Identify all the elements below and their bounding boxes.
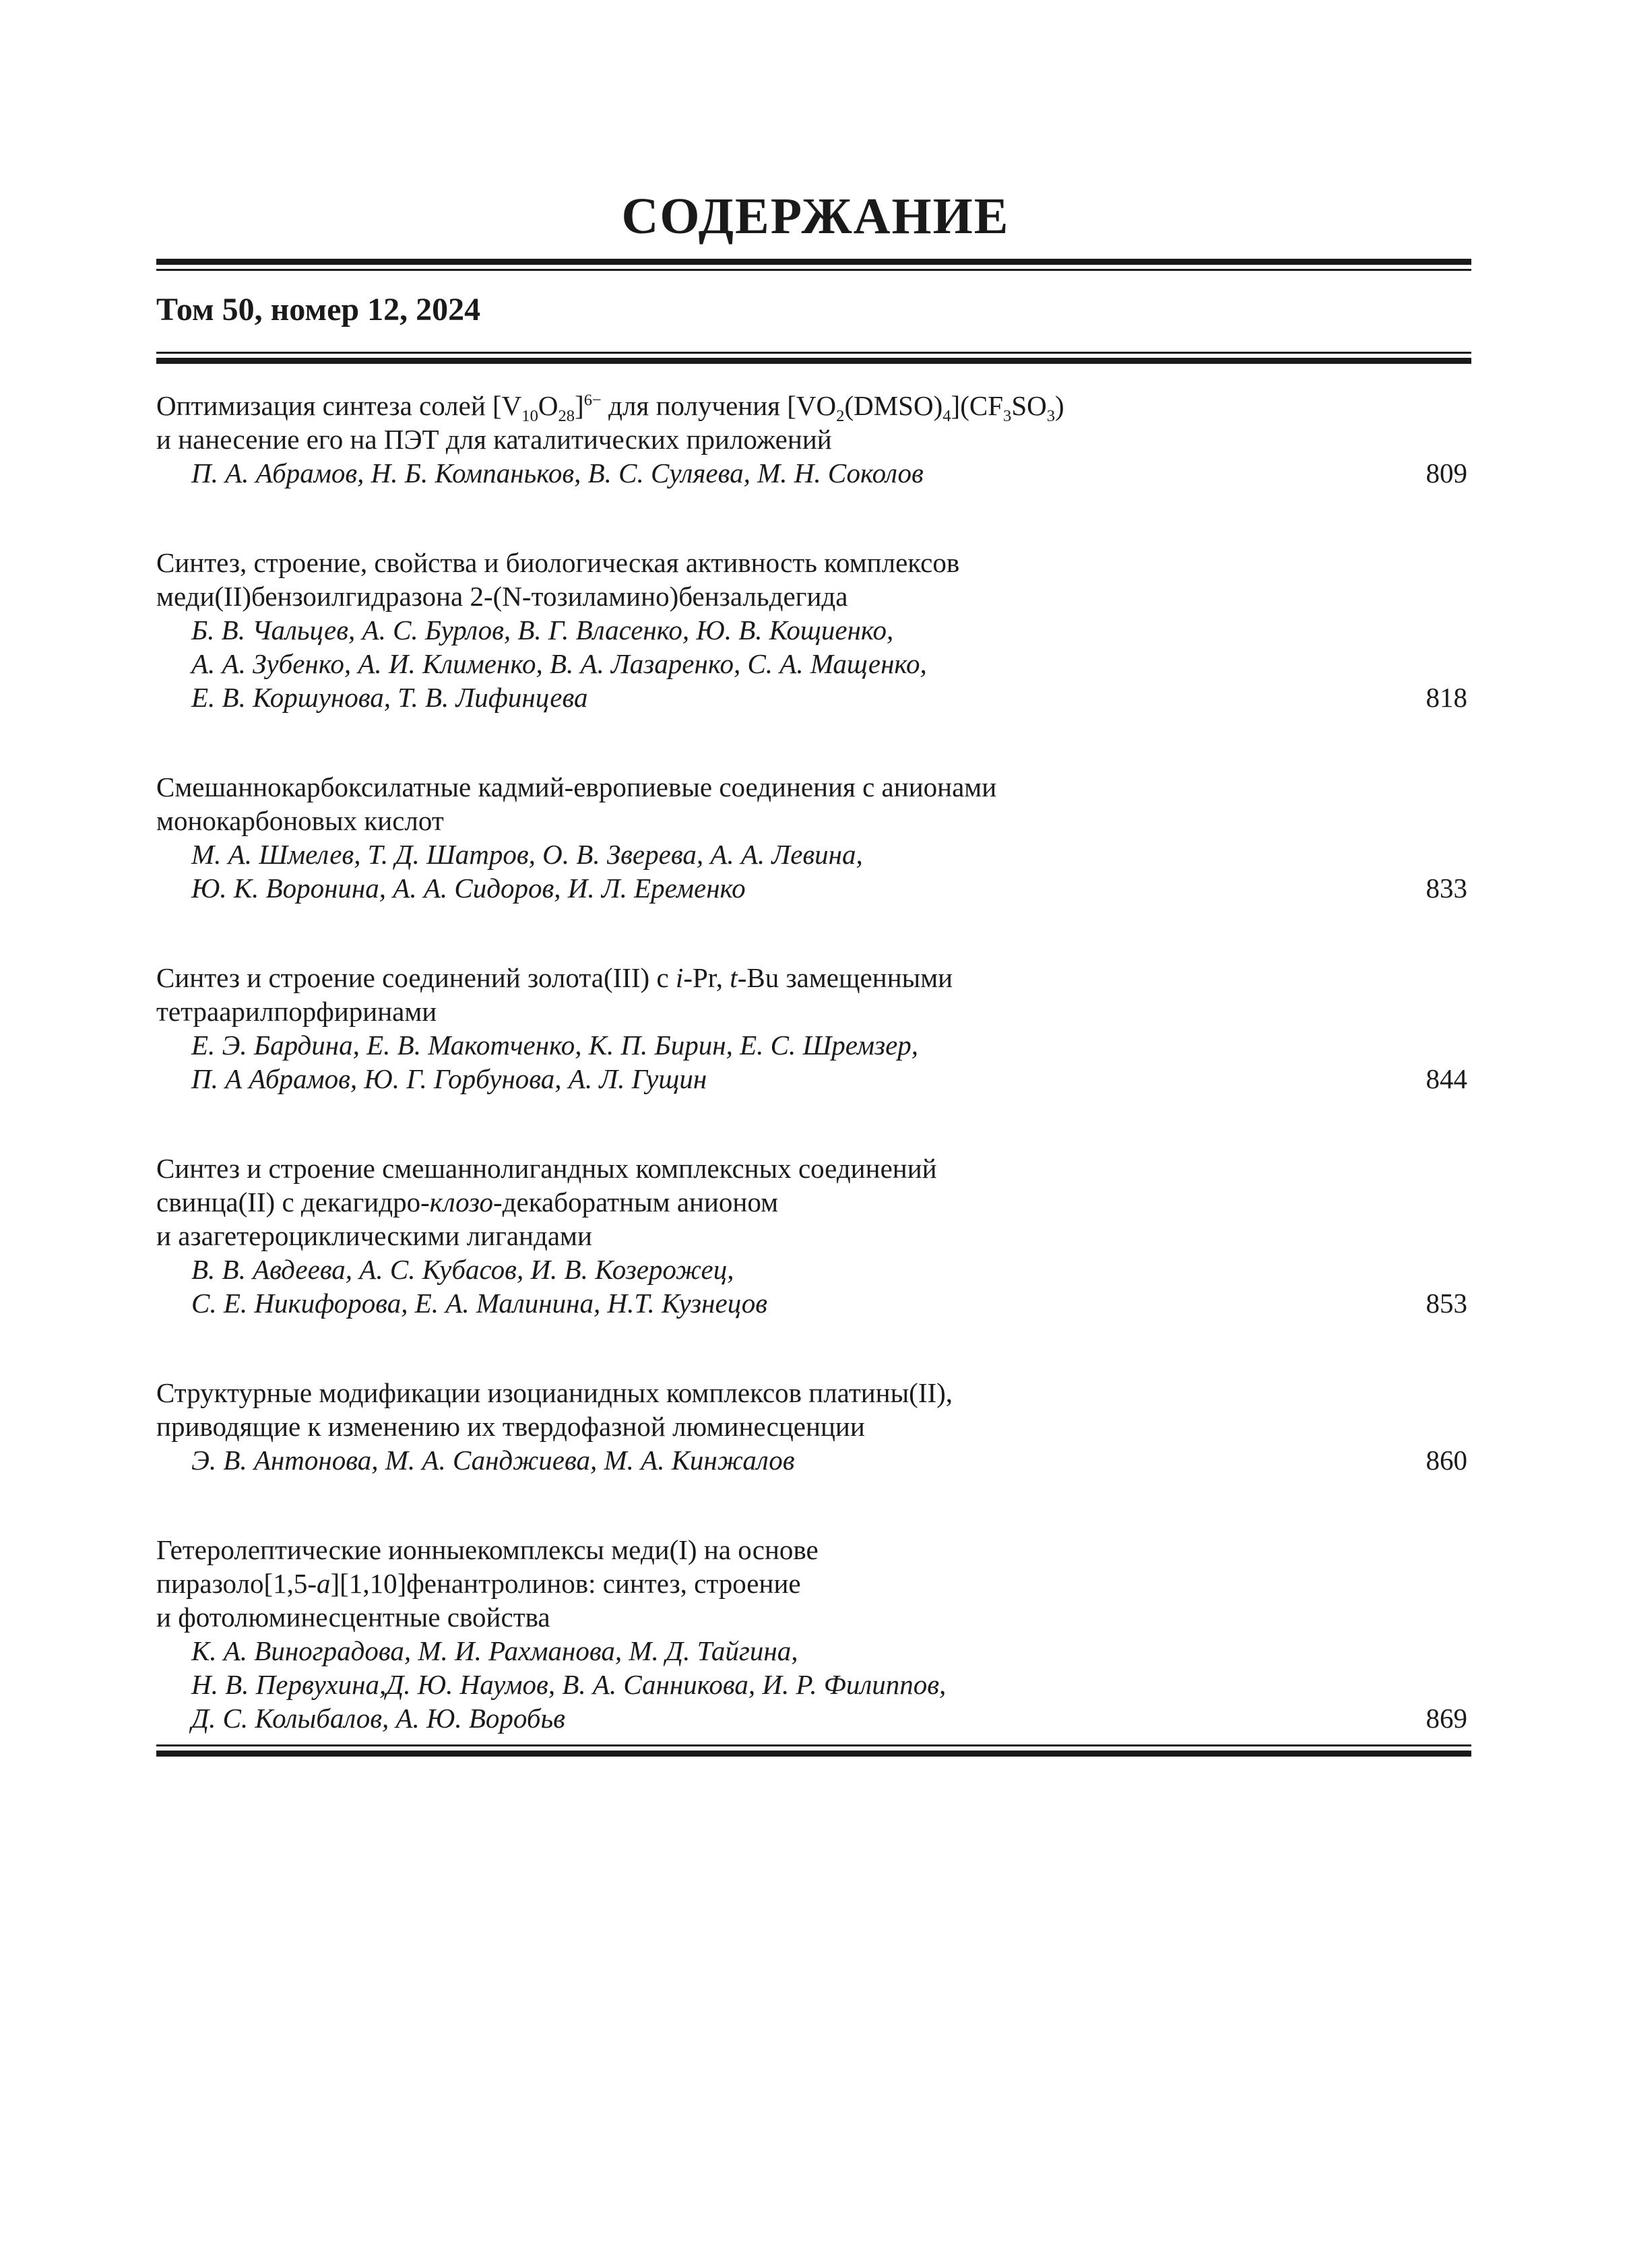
entry-authors: П. А. Абрамов, Н. Б. Компаньков, В. С. Суляева, М. Н. Соколов [191, 458, 924, 489]
entry-authors: Э. В. Антонова, М. А. Санджиева, М. А. Кинжалов [191, 1445, 795, 1476]
footer-double-rule [156, 1744, 1471, 1757]
entry-title: и фотолюминесцентные свойства [156, 1602, 550, 1633]
entry-authors: А. А. Зубенко, А. И. Клименко, В. А. Лазаренко, С. А. Мащенко, [191, 648, 927, 679]
toc-entry[interactable] [156, 770, 1471, 905]
entry-authors: П. А Абрамов, Ю. Г. Горбунова, А. Л. Гущин [191, 1063, 707, 1094]
page-title: СОДЕРЖАНИЕ [621, 188, 1010, 245]
title-double-rule [156, 259, 1471, 271]
entry-title: Структурные модификации изоцианидных комплексов платины(II), [156, 1377, 953, 1408]
header-double-rule [156, 352, 1471, 364]
toc-entry[interactable] [156, 1152, 1471, 1320]
issue-info: Том 50, номер 12, 2024 [156, 292, 481, 327]
entry-authors: Ю. К. Воронина, А. А. Сидоров, И. Л. Еременко [191, 873, 746, 904]
entry-title: и нанесение его на ПЭТ для каталитических приложений [156, 424, 832, 455]
entry-title: Гетеролептические ионныекомплексы меди(I) на основе [156, 1534, 819, 1565]
entry-page-number: 869 [1426, 1703, 1467, 1734]
entry-page-number: 833 [1426, 873, 1467, 904]
entry-authors: М. А. Шмелев, Т. Д. Шатров, О. В. Зверева, А. А. Левина, [191, 839, 863, 870]
entry-title: приводящие к изменению их твердофазной люминесценции [156, 1411, 865, 1442]
entry-title: и азагетероциклическими лигандами [156, 1220, 592, 1251]
entry-page-number: 853 [1426, 1288, 1467, 1319]
entry-title: меди(II)бензоилгидразона 2-(N-тозиламино)бензальдегида [156, 581, 848, 612]
entry-title: Синтез и строение смешаннолигандных комплексных соединений [156, 1153, 937, 1184]
entry-title: Синтез и строение соединений золота(III) с i-Pr, t-Bu замещенными [156, 962, 953, 993]
entry-page-number: 860 [1426, 1445, 1467, 1476]
entry-authors: Е. В. Коршунова, Т. В. Лифинцева [191, 682, 588, 713]
entry-title: тетраарилпорфиринами [156, 996, 437, 1027]
entry-title: Смешаннокарбоксилатные кадмий-европиевые соединения с анионами [156, 771, 997, 802]
entry-authors: С. Е. Никифорова, Е. А. Малинина, Н.Т. Кузнецов [191, 1288, 768, 1319]
entry-authors: Е. Э. Бардина, Е. В. Макотченко, К. П. Бирин, Е. С. Шремзер, [191, 1030, 919, 1061]
entry-page-number: 818 [1426, 682, 1467, 713]
toc-entry[interactable] [156, 546, 1471, 714]
toc-entry[interactable] [156, 389, 1471, 490]
entry-title: Оптимизация синтеза солей $[V_{10}O_{28}]^{6-}$ для получения $[VO_2(DMSO)_4](CF_3SO_3)$ [156, 390, 1064, 426]
entry-authors: К. А. Виноградова, М. И. Рахманова, М. Д. Тайгина, [191, 1635, 798, 1666]
toc-entry[interactable] [156, 1376, 1471, 1477]
entry-title: пиразоло[1,5-a][1,10]фенантролинов: синтез, строение [156, 1568, 801, 1599]
entry-authors: В. В. Авдеева, А. С. Кубасов, И. В. Козерожец, [191, 1254, 734, 1285]
entry-page-number: 844 [1426, 1063, 1467, 1094]
entry-title: Синтез, строение, свойства и биологическая активность комплексов [156, 547, 960, 578]
entry-title: свинца(II) с декагидро-клозо-декаборатным анионом [156, 1187, 779, 1218]
entry-title: монокарбоновых кислот [156, 805, 444, 836]
table-of-contents [156, 389, 1471, 1757]
entry-authors: Б. В. Чальцев, А. С. Бурлов, В. Г. Власенко, Ю. В. Кощиенко, [191, 615, 894, 645]
entry-page-number: 809 [1426, 458, 1467, 489]
toc-entry[interactable] [156, 1533, 1471, 1735]
entry-authors: Д. С. Колыбалов, А. Ю. Воробьв [191, 1703, 565, 1734]
toc-entry[interactable] [156, 961, 1471, 1096]
entry-authors: Н. В. Первухина,Д. Ю. Наумов, В. А. Санникова, И. Р. Филиппов, [191, 1669, 947, 1700]
